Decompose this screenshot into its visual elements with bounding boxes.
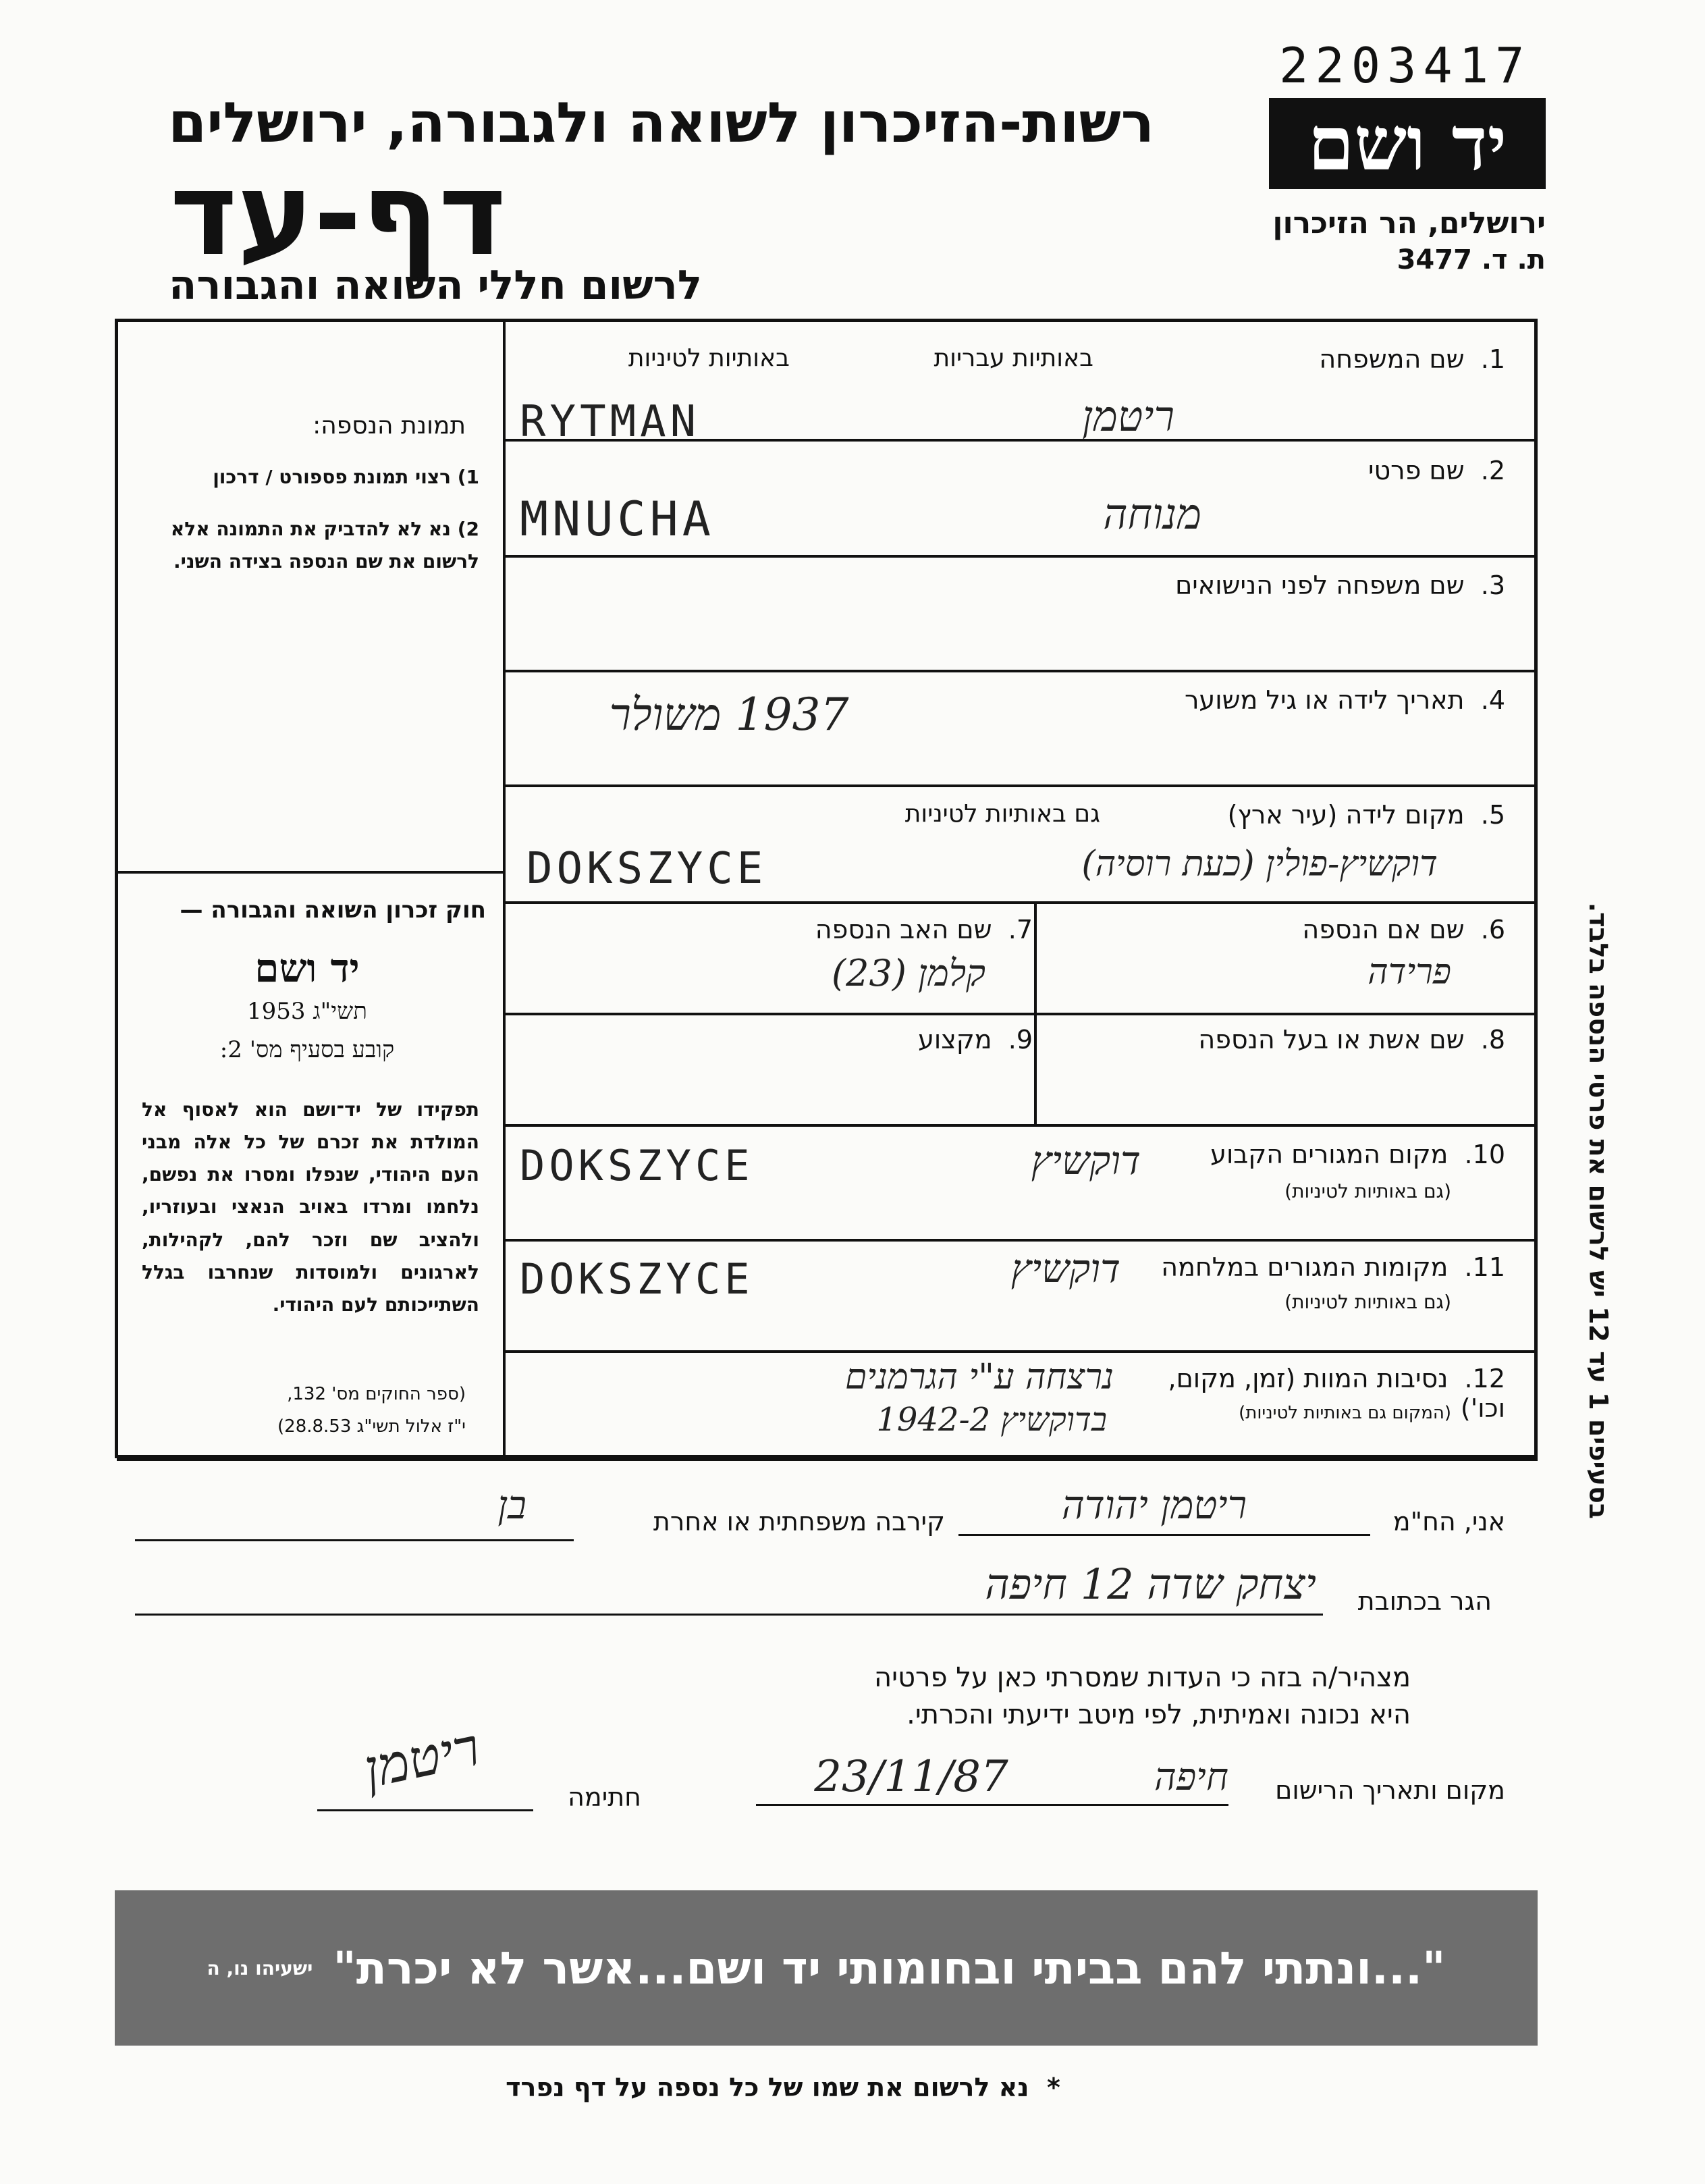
logo-text: יד ושם <box>1307 99 1507 187</box>
signature-underline <box>317 1809 533 1811</box>
law-year: תשי"ג 1953 <box>247 998 367 1025</box>
law-name: יד ושם <box>254 945 360 991</box>
field-11-text: מקומות המגורים במלחמה <box>1161 1252 1449 1282</box>
relation-underline <box>135 1539 574 1541</box>
row6-7-divider <box>1034 901 1037 1013</box>
relation-value[interactable]: בן <box>497 1482 526 1528</box>
field-12-num: 12. <box>1464 1364 1505 1393</box>
field-12-value-2[interactable]: בדוקשיץ 1942-2 <box>876 1401 1107 1439</box>
field-9-num: 9. <box>1008 1025 1033 1055</box>
field-10-text: מקום המגורים הקבוע <box>1210 1140 1449 1169</box>
field-4-num: 4. <box>1480 685 1505 715</box>
field-9-text: מקצוע <box>918 1025 992 1055</box>
form-subtitle: לרשום חללי השואה והגבורה <box>169 262 702 309</box>
field-7-value[interactable]: קלמן (23) <box>832 952 985 994</box>
form-title: דף-עד <box>169 148 506 282</box>
field-6-num: 6. <box>1480 915 1505 944</box>
field-2-latin-value[interactable]: MNUCHA <box>520 491 715 547</box>
field-11-num: 11. <box>1464 1252 1505 1282</box>
field-12-sub: (המקום גם באותיות לטיניות) <box>1239 1403 1451 1423</box>
address-value[interactable]: יצחק שדה 12 חיפה <box>985 1560 1316 1609</box>
row-sep-8 <box>503 1239 1536 1242</box>
signature-value[interactable]: ריטמן <box>358 1717 485 1801</box>
signature-label: חתימה <box>568 1782 641 1812</box>
law-source-2: י"ז אלול תשי"ג 28.8.53) <box>277 1416 466 1437</box>
field-7-text: שם האב הנספה <box>815 915 992 944</box>
photo-note-1: 1) רצוי תמונת פספורט / דרכון <box>213 466 479 488</box>
date-value[interactable]: 23/11/87 <box>814 1752 1008 1802</box>
field-2-hebrew-value[interactable]: מנוחה <box>1103 489 1201 539</box>
address-line-2: ת. ד. 3477 <box>1397 244 1546 275</box>
field-5-hebrew-value[interactable]: דוקשיץ-פולין (כעת רוסיה) <box>1081 844 1438 884</box>
field-4-label <box>1053 685 1505 715</box>
statement-line-2: היא נכונה ואמיתית, לפי מיטב ידיעתי והכרתי. <box>906 1699 1411 1730</box>
field-4-value[interactable]: 1937 משולר <box>609 689 849 741</box>
record-number: 2203417 <box>1279 37 1532 94</box>
field-3-label <box>1053 570 1505 600</box>
field-5-label <box>1107 800 1505 830</box>
field-7-label <box>729 915 1033 944</box>
declarant-underline <box>958 1534 1370 1536</box>
field-10-latin-value[interactable]: DOKSZYCE <box>520 1141 754 1190</box>
photo-title: תמונת הנספה: <box>313 412 466 440</box>
field-6-text: שם אם הנספה <box>1302 915 1465 944</box>
header-latin-letters: באותיות לטיניות <box>628 344 790 372</box>
field-5-num: 5. <box>1480 800 1505 830</box>
field-11-hebrew-value[interactable]: דוקשיץ <box>1010 1246 1120 1291</box>
field-7-num: 7. <box>1008 915 1033 944</box>
footer-text: נא לרשום את שמו של כל נספה על דף נפרד <box>506 2073 1029 2102</box>
field-2-label <box>1188 456 1505 485</box>
field-5-latin-value[interactable]: DOKSZYCE <box>526 844 767 894</box>
yad-vashem-logo <box>1269 98 1546 189</box>
field-11-sub: (גם באותיות לטיניות) <box>1284 1291 1451 1313</box>
row-sep-5 <box>503 901 1536 904</box>
row-sep-4 <box>503 784 1536 787</box>
address-label: הגר בכתובת <box>1357 1587 1492 1616</box>
quote-banner <box>115 1890 1538 2046</box>
declarant-label: אני, הח"מ <box>1392 1507 1505 1537</box>
law-heading: חוק זכרון השואה והגבורה — <box>180 897 486 924</box>
relation-label: קירבה משפחתית או אחרת <box>653 1507 945 1537</box>
field-10-label <box>1107 1140 1505 1169</box>
field-6-value[interactable]: פרידה <box>1368 952 1451 992</box>
field-4-text: תאריך לידה או גיל משוער <box>1184 685 1465 715</box>
banner-quote: "...ונתתי להם בביתי ובחומותי יד ושם...אשר לא יכרת" <box>333 1942 1446 1994</box>
field-8-label <box>1080 1025 1505 1055</box>
field-8-text: שם אשת או בעל הנספה <box>1198 1025 1465 1055</box>
authority-title: רשות-הזיכרון לשואה ולגבורה, ירושלים <box>168 91 1154 155</box>
row-sep-6 <box>503 1013 1536 1015</box>
field-1-label <box>1188 344 1505 374</box>
field-1-hebrew-value[interactable]: ריטמן <box>1082 392 1174 441</box>
field-1-text: שם המשפחה <box>1319 344 1465 374</box>
field-3-text: שם משפחה לפני הנישואים <box>1175 570 1465 600</box>
place-date-label: מקום ותאריך הרישום <box>1275 1776 1505 1805</box>
place-date-underline <box>756 1804 1228 1806</box>
field-2-num: 2. <box>1480 456 1505 485</box>
fields-bottom-border <box>117 1458 1538 1461</box>
law-source-1: (ספר החוקים מס' 132, <box>287 1384 466 1404</box>
declarant-name[interactable]: ריטמן יהודה <box>1061 1482 1247 1528</box>
statement-line-1: מצהיר/ה בזה כי העדות שמסרתי כאן על פרטיה <box>874 1662 1411 1693</box>
field-3-num: 3. <box>1480 570 1505 600</box>
row8-9-divider <box>1034 1013 1037 1124</box>
left-column-divider <box>503 321 506 1458</box>
law-body: תפקידו של יד־ושם הוא לאסוף אל המולדת את זכרם של כל אלה מבני העם היהודי, שנפלו ומסרו את נפשם, נלחמו ומרדו באויב הנאצי ובעוזריו, ולהציב שם וזכר להם, לקהילות, לארגונים ולמוסדות שנחרבו בגלל השתייכותם לעם היהודי. <box>142 1098 479 1316</box>
field-10-sub: (גם באותיות לטיניות) <box>1284 1180 1451 1202</box>
field-9-label <box>810 1025 1033 1055</box>
side-instruction: בסעיפים 1 עד 12 יש לרשום את פרטי הנספה בלבד. <box>1584 902 1613 1519</box>
left-panel-divider <box>117 871 503 874</box>
field-11-label <box>1107 1252 1505 1282</box>
footer-note <box>405 2073 1161 2102</box>
field-1-num: 1. <box>1480 344 1505 374</box>
field-2-text: שם פרטי <box>1368 456 1465 485</box>
row-sep-3 <box>503 670 1536 672</box>
field-5-latin-label: גם באותיות לטיניות <box>904 800 1100 828</box>
field-5-text: מקום לידה (עיר ארץ) <box>1227 800 1465 830</box>
field-6-label <box>1188 915 1505 944</box>
header-hebrew-letters: באותיות עבריות <box>933 344 1093 372</box>
row-sep-7 <box>503 1124 1536 1127</box>
field-12-value-1[interactable]: נרצחה ע"י הגרמנים <box>845 1357 1114 1397</box>
field-10-num: 10. <box>1464 1140 1505 1169</box>
photo-note-2: 2) נא לא להדביק את התמונה אלא לרשום את שם הנספה בצידה השני. <box>170 518 479 572</box>
address-line-1: ירושלים, הר הזיכרון <box>1272 206 1546 240</box>
row-sep-9 <box>503 1350 1536 1353</box>
field-11-latin-value[interactable]: DOKSZYCE <box>520 1254 754 1304</box>
row-sep-2 <box>503 555 1536 558</box>
banner-source: ישעיהו נו, ה <box>207 1956 313 1979</box>
field-10-hebrew-value[interactable]: דוקשיץ <box>1031 1138 1141 1183</box>
footer-marker: * <box>1046 2073 1060 2102</box>
field-8-num: 8. <box>1480 1025 1505 1055</box>
field-1-latin-value[interactable]: RYTMAN <box>520 397 701 447</box>
law-clause: קובע בסעיף מס' 2: <box>219 1036 395 1063</box>
place-value[interactable]: חיפה <box>1154 1755 1228 1799</box>
address-underline <box>135 1614 1323 1616</box>
field-12-text: נסיבות המוות (זמן, מקום, וכו') <box>1168 1364 1505 1423</box>
